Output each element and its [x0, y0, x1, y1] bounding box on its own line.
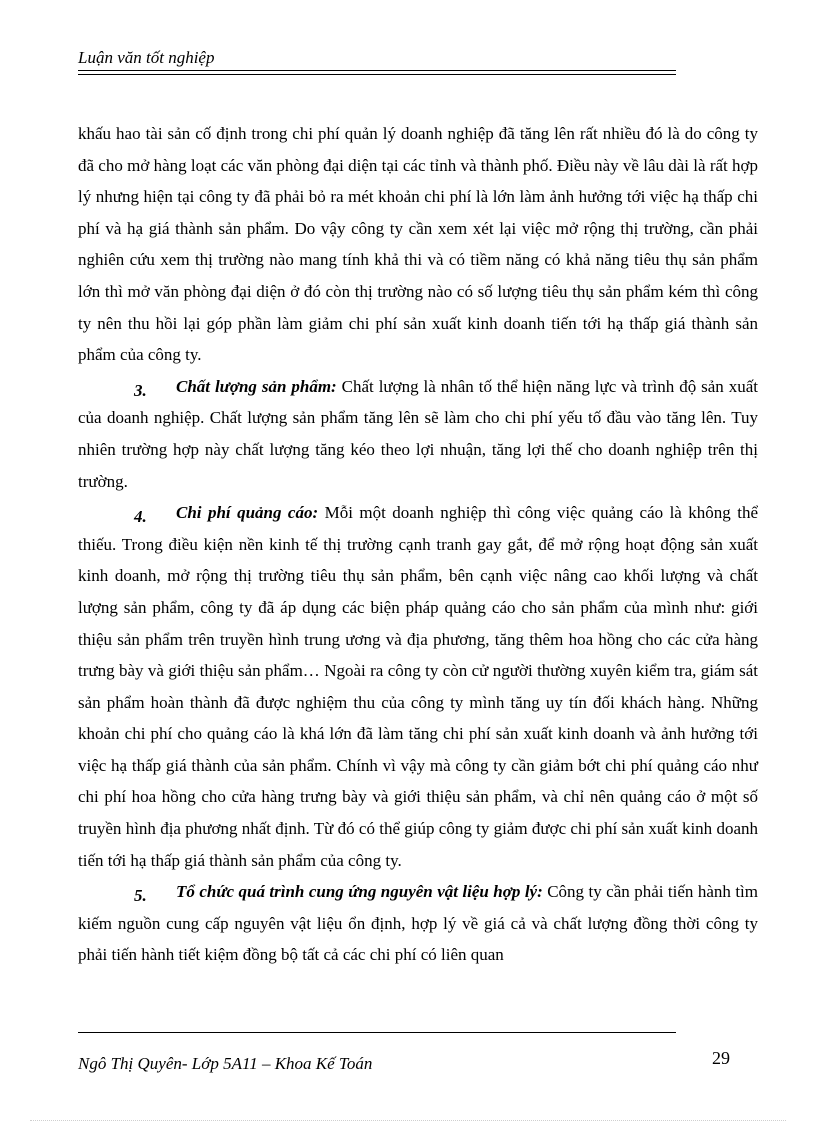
item-text: Chất lượng là nhân tố thể hiện năng lực và trình độ sản xuất của doanh nghiệp. Chất lượng sản phẩm tăng lên sẽ làm cho chi phí yếu tố đầu vào tăng lên. Tuy nhiên trường hợp này chất lượng tăng kéo theo lợi nhuận, tăng lợi thế cho doanh nghiệp trên thị trường. [78, 376, 758, 491]
running-footer: Ngô Thị Quyên- Lớp 5A11 – Khoa Kế Toán [78, 1054, 373, 1073]
item-number: 4. [134, 507, 147, 527]
item-heading: Chất lượng sản phẩm: [176, 376, 337, 396]
paragraph-item-3 [78, 371, 758, 497]
item-number: 3. [134, 380, 147, 400]
footer-rule [78, 1032, 676, 1033]
paragraph-continued: khấu hao tài sản cố định trong chi phí quản lý doanh nghiệp đã tăng lên rất nhiều đó là do công ty đã cho mở hàng loạt các văn phòng đại diện tại các tỉnh và thành phố. Điều này về lâu dài là rất hợp lý nhưng hiện tại công ty đã phải bỏ ra mét khoản chi phí là lớn làm ảnh hưởng tới việc hạ thấp chi phí và hạ giá thành sản phẩm. Do vậy công ty cần xem xét lại việc mở rộng thị trường, cần phải nghiên cứu xem thị trường nào mang tính khả thi và có tiềm năng có khả năng tiêu thụ sản phẩm lớn thì mở văn phòng đại diện ở đó còn thị trường nào có số lượng tiêu thụ sản phẩm kém thì công ty nên thu hồi lại góp phần làm giảm chi phí sản xuất kinh doanh tiến tới hạ thấp giá thành sản phẩm của công ty. [78, 124, 758, 365]
header-rule-bottom [78, 74, 676, 75]
paragraph-item-4 [78, 497, 758, 876]
item-number: 5. [134, 886, 147, 906]
page-bottom-border [30, 1120, 786, 1121]
item-heading: Chi phí quảng cáo: [176, 503, 319, 523]
item-text: Công ty cần phải tiến hành tìm kiếm nguồn cung cấp nguyên vật liệu ổn định, hợp lý về giá cả và chất lượng đồng thời công ty phải tiến hành tiết kiệm đồng bộ tất cả các chi phí có liên quan [78, 882, 759, 965]
paragraph-item-5 [78, 876, 758, 971]
body-text [78, 118, 758, 971]
header-rule-top [78, 70, 676, 71]
item-heading: Tổ chức quá trình cung ứng nguyên vật liệu hợp lý: [176, 882, 543, 902]
page-number: 29 [712, 1048, 730, 1068]
item-text: Mỗi một doanh nghiệp thì công việc quảng cáo là không thể thiếu. Trong điều kiện nền kinh tế thị trường cạnh tranh gay gắt, để mở rộng hoạt động sản xuất kinh doanh, mở rộng thị trường tiêu thụ sản phẩm, bên cạnh việc nâng cao khối lượng và chất lượng sản phẩm, công ty đã áp dụng các biện pháp quảng cáo cho sản phẩm của mình như: giới thiệu sản phẩm trên truyền hình trung ương và địa phương, tăng thêm hoa hồng cho các cửa hàng trưng bày và giới thiệu sản phẩm… Ngoài ra công ty còn cử người thường xuyên kiểm tra, giám sát sản phẩm hoàn thành đã được nghiệm thu của công ty mình tăng uy tín đối khách hàng. Những khoản chi phí cho quảng cáo là khá lớn đã làm tăng chi phí sản xuất kinh doanh và ảnh hưởng tới việc hạ thấp giá thành của sản phẩm. Chính vì vậy mà công ty cần giảm bớt chi phí quảng cáo như chi phí hoa hồng cho cửa hàng trưng bày và giới thiệu sản phẩm, và chỉ nên quảng cáo ở một số truyền hình địa phương nhất định. Từ đó có thể giúp công ty giảm được chi phí sản xuất kinh doanh tiến tới hạ thấp giá thành sản phẩm của công ty. [78, 503, 759, 870]
running-header: Luận văn tốt nghiệp [78, 48, 215, 67]
